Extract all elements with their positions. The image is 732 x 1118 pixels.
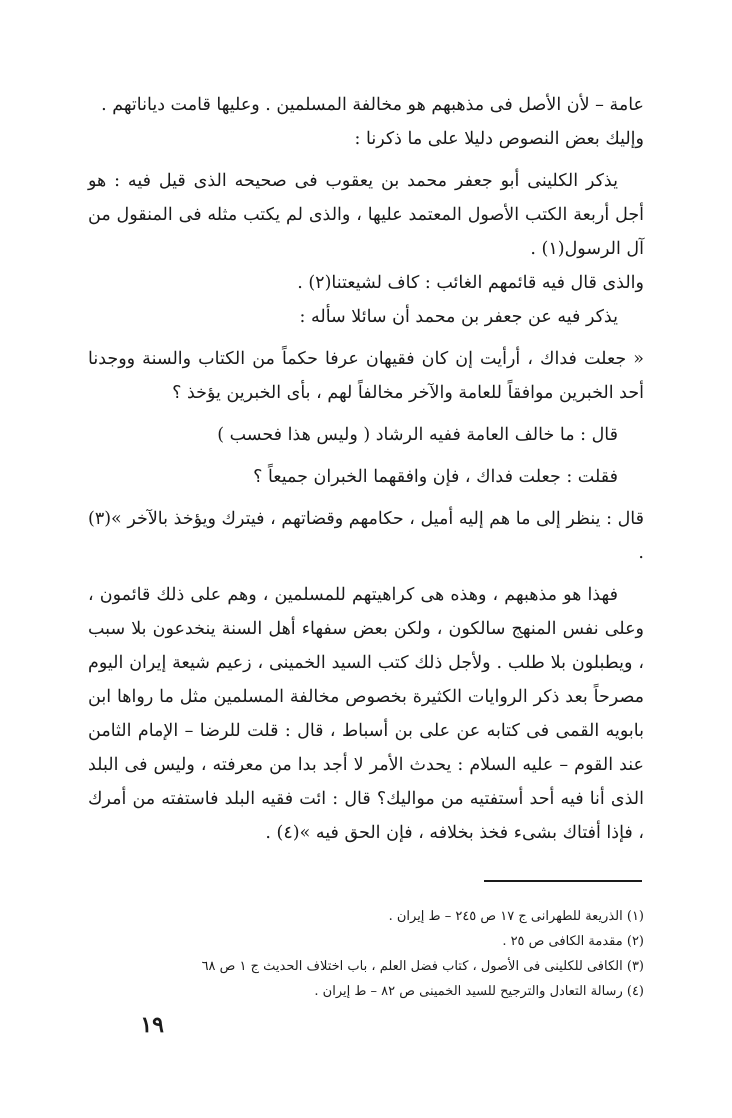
footnote-item: (٢) مقدمة الكافى ص ٢٥ . [502, 934, 644, 949]
paragraph-conclusion: فهذا هو مذهبهم ، وهذه هى كراهيتهم للمسلمين ، وهم على ذلك قائمون ، وعلى نفس المنهج سالكون ، ولكن بعض سفهاء أهل السنة ينخدعون بلا سبب ، ويطبلون بلا طلب . ولأجل ذلك كتب السيد الخمينى ، زعيم شيعة إيران اليوم مصرحاً بعد ذكر الروايات الكثيرة بخصوص مخالفة المسلمين مثل ما رواها ابن بابويه القمى فى كتابه عن على بن أسباط ، قال : قلت للرضا – الإمام الثامن عند القوم – عليه السلام : يحدث الأمر لا أجد بدا من معرفته ، وليس فى البلد الذى أنا فيه أحد أستفتيه من مواليك؟ قال : ائت فقيه البلد فاستفته من أمرك ، فإذا أفتاك بشىء فخذ بخلافه ، فإن الحق فيه »(٤) . [88, 585, 644, 843]
paragraph-jafar: يذكر فيه عن جعفر بن محمد أن سائلا سأله : [299, 307, 618, 327]
quote-answer-1: قال : ما خالف العامة ففيه الرشاد ( وليس هذا فحسب ) [217, 425, 618, 445]
footnote-item: (١) الذريعة للطهرانى ج ١٧ ص ٢٤٥ – ط إيران . [388, 909, 644, 924]
paragraph-kulayni: يذكر الكلينى أبو جعفر محمد بن يعقوب فى صحيحه الذى قيل فيه : هو أجل أربعة الكتب الأصول المعتمد عليها ، والذى لم يكتب مثله فى المنقول من آل الرسول(١) . [88, 171, 644, 259]
paragraph-continuation: عامة – لأن الأصل فى مذهبهم هو مخالفة المسلمين . وعليها قامت دياناتهم . [101, 95, 644, 115]
page-number: ١٩ [140, 1012, 164, 1038]
footnotes-list [88, 904, 644, 1004]
footnote-item: (٣) الكافى للكلينى فى الأصول ، كتاب فضل العلم ، باب اختلاف الحديث ج ١ ص ٦٨ [201, 959, 644, 974]
quote-answer-2: قال : ينظر إلى ما هم إليه أميل ، حكامهم وقضاتهم ، فيترك ويؤخذ بالآخر »(٣) . [88, 509, 644, 563]
paragraph-intro: وإليك بعض النصوص دليلا على ما ذكرنا : [354, 129, 644, 149]
footnote-item: (٤) رسالة التعادل والترجيح للسيد الخمينى ص ٨٢ – ط إيران . [314, 984, 644, 999]
paragraph-qaim: والذى قال فيه قائمهم الغائب : كاف لشيعتنا(٢) . [297, 273, 644, 293]
main-text [88, 88, 644, 850]
quote-question: « جعلت فداك ، أرأيت إن كان فقيهان عرفا حكماً من الكتاب والسنة ووجدنا أحد الخبرين موافقاً للعامة والآخر مخالفاً لهم ، بأى الخبرين يؤخذ ؟ [88, 349, 644, 403]
quote-question-2: فقلت : جعلت فداك ، فإن وافقهما الخبران جميعاً ؟ [253, 467, 618, 487]
footnote-divider [484, 880, 642, 882]
